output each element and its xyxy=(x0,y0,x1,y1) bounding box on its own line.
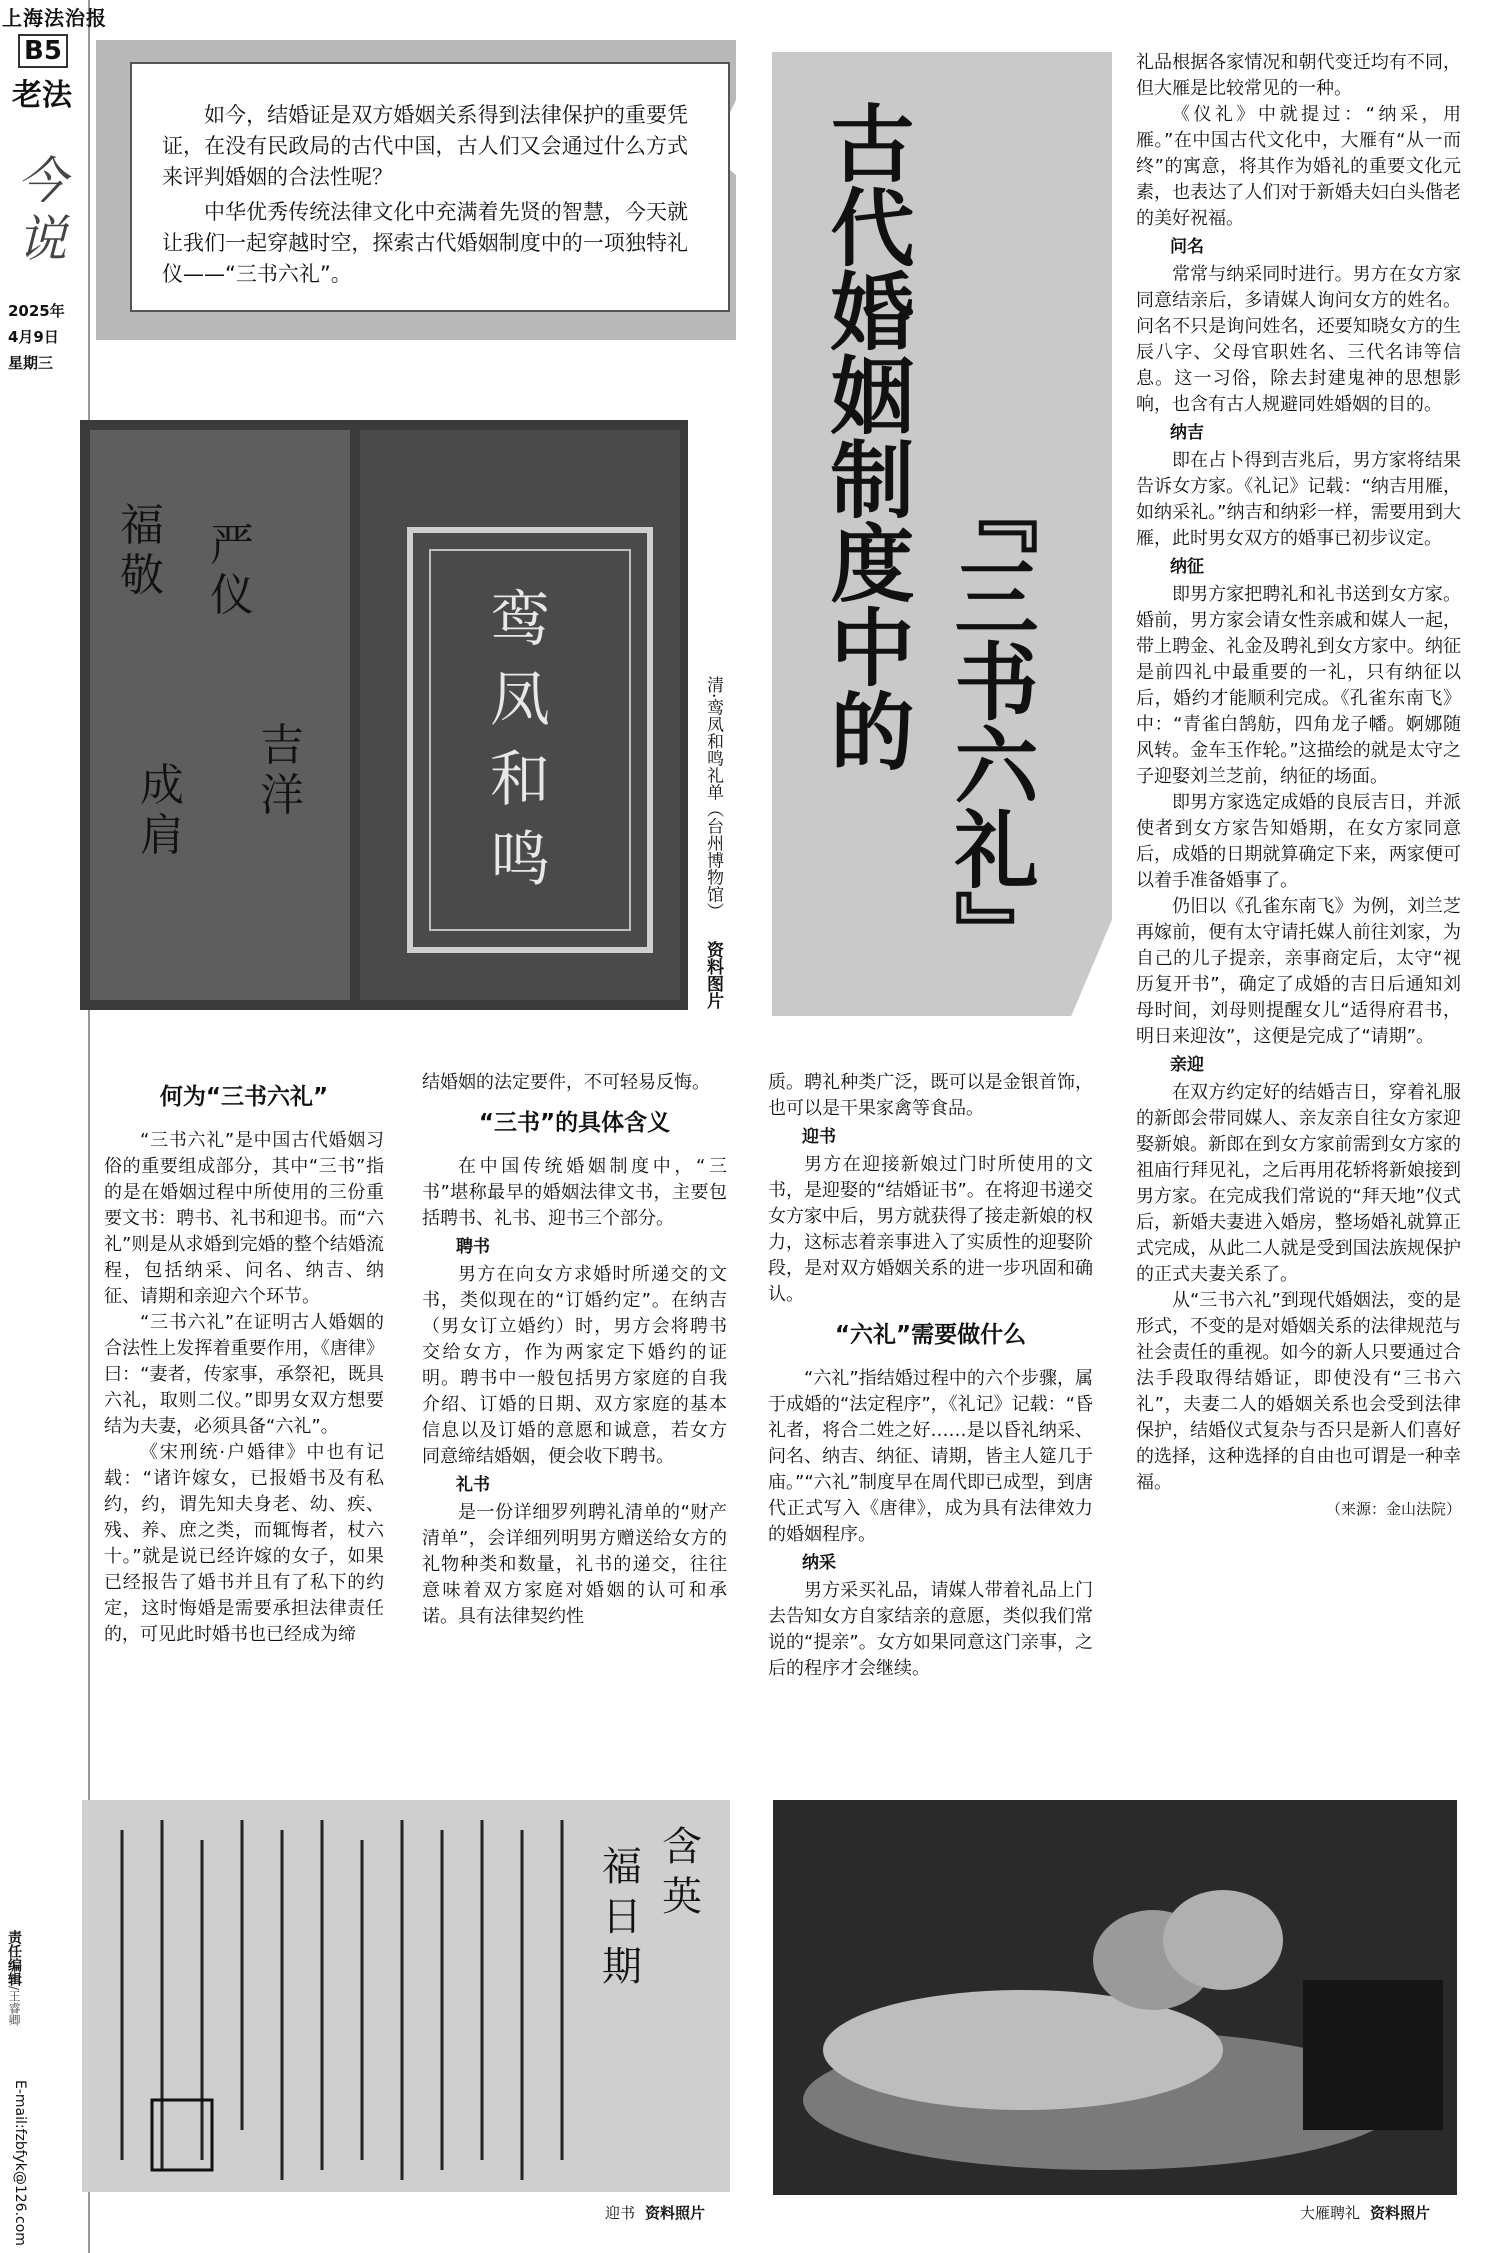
svg-text:日: 日 xyxy=(602,1894,642,1940)
paragraph: 男方采买礼品，请媒人带着礼品上门去告知女方自家结亲的意愿，类似我们常说的“提亲”。女方如果同意这门亲事，之后的程序才会继续。 xyxy=(768,1580,1093,1679)
article-column-4 xyxy=(1136,50,1461,1522)
svg-text:吉: 吉 xyxy=(260,720,304,771)
headline-sub: 『三书六礼』 xyxy=(941,470,1040,974)
paragraph: 即在占卜得到吉兆后，男方家将结果告诉女方家。《礼记》记载：“纳吉用雁，如纳采礼。”纳吉和纳彩一样，需要用到大雁，此时男女双方的婚事已初步议定。 xyxy=(1136,450,1461,549)
paragraph: 男方在向女方求婚时所递交的文书，类似现在的“订婚约定”。在纳吉（男女订立婚约）时，男方会将聘书交给女方，作为两家定下婚约的证明。聘书中一般包括男方家庭的自我介绍、订婚的日期、双方家庭的基本信息以及订婚的意愿和诚意，若女方同意缔结婚姻，便会收下聘书。 xyxy=(422,1264,727,1467)
svg-text:肩: 肩 xyxy=(140,810,184,861)
svg-text:含: 含 xyxy=(662,1824,702,1870)
section-heading-what-is: 何为“三书六礼” xyxy=(159,1084,329,1110)
article-column-2 xyxy=(422,1070,727,1630)
svg-text:凤: 凤 xyxy=(490,665,550,735)
svg-text:成: 成 xyxy=(140,760,184,811)
subheading-qinying: 亲迎 xyxy=(1170,1055,1204,1075)
svg-text:敬: 敬 xyxy=(120,550,164,601)
headline-main: 古代婚姻制度中的 xyxy=(817,100,916,772)
subheading-lishu: 礼书 xyxy=(456,1475,490,1495)
intro-paragraph-2: 中华优秀传统法律文化中充满着先贤的智慧，今天就让我们一起穿越时空，探索古代婚姻制度中的一项独特礼仪——“三书六礼”。 xyxy=(162,200,688,286)
editor-email: E-mail:fzbfyk@126.com xyxy=(12,2080,28,2246)
photo3-caption-text: 大雁聘礼 xyxy=(1300,2204,1361,2222)
subheading-naji: 纳吉 xyxy=(1170,423,1204,443)
svg-text:期: 期 xyxy=(602,1944,642,1990)
paragraph: 质。聘礼种类广泛，既可以是金银首饰，也可以是干果家禽等食品。 xyxy=(768,1072,1093,1119)
paragraph: 从“三书六礼”到现代婚姻法，变的是形式，不变的是对婚姻关系的法律规范与社会责任的重视。如今的新人只要通过合法手段取得结婚证，即使没有“三书六礼”，夫妻二人的婚姻关系也会受到法律保护，结婚仪式复杂与否只是新人们喜好的选择，这种选择的自由也可谓是一种幸福。 xyxy=(1136,1290,1461,1493)
paragraph: 是一份详细罗列聘礼清单的“财产清单”，会详细列明男方赠送给女方的礼物种类和数量，礼书的递交，往往意味着双方家庭对婚姻的认可和承诺。具有法律契约性 xyxy=(422,1502,727,1627)
svg-text:英: 英 xyxy=(662,1874,702,1920)
paragraph: “三书六礼”是中国古代婚姻习俗的重要组成部分，其中“三书”指的是在婚姻过程中所使用的三份重要文书：聘书、礼书和迎书。而“六礼”则是从求婚到完婚的整个结婚流程，包括纳采、问名、纳吉、纳征、请期和亲迎六个环节。 xyxy=(104,1130,384,1307)
photo1-caption-text: 清·鸾凤和鸣礼单（台州博物馆） xyxy=(703,676,723,920)
paragraph: 在中国传统婚姻制度中，“三书”堪称最早的婚姻法律文书，主要包括聘书、礼书、迎书三个部分。 xyxy=(422,1156,727,1229)
svg-text:福: 福 xyxy=(120,500,164,551)
article-column-3 xyxy=(768,1070,1093,1682)
article-source: （来源：金山法院） xyxy=(1325,1500,1461,1518)
svg-text:严: 严 xyxy=(210,520,254,571)
paragraph: 礼品根据各家情况和朝代变迁均有不同，但大雁是比较常见的一种。 xyxy=(1136,52,1461,99)
paragraph: 结婚姻的法定要件，不可轻易反悔。 xyxy=(422,1072,710,1093)
subheading-nazheng: 纳征 xyxy=(1170,557,1204,577)
page-number: B5 xyxy=(18,34,68,68)
article-column-1 xyxy=(104,1070,384,1648)
photo1-source: 资料图片 xyxy=(703,940,723,1009)
editor-name: /王睿卿 xyxy=(7,1986,21,2027)
photo1-caption xyxy=(700,676,722,1009)
photo-welcome-letter xyxy=(82,1800,730,2192)
subheading-nacai: 纳采 xyxy=(802,1553,836,1573)
paragraph: 仍旧以《孔雀东南飞》为例，刘兰芝再嫁前，便有太守请托媒人前往刘家，为自己的儿子提亲，亲事商定后，太守“视历复开书”，确定了成婚的吉日后通知刘母时间，刘母则提醒女儿“适得府君书，明日来迎汝”，这便是完成了“请期”。 xyxy=(1136,896,1461,1047)
date-day: 4月9日 xyxy=(8,328,59,346)
paragraph: 在双方约定好的结婚吉日，穿着礼服的新郎会带同媒人、亲友亲自往女方家迎娶新娘。新郎在到女方家前需到女方家的祖庙行拜见礼，之后再用花轿将新娘接到男方家。在完成我们常说的“拜天地”仪式后，新婚夫妻进入婚房，整场婚礼就算正式完成，从此二人就是受到国法族规保护的正式夫妻关系了。 xyxy=(1136,1082,1461,1285)
subheading-wenming: 问名 xyxy=(1170,237,1204,257)
subheading-pinshu: 聘书 xyxy=(456,1237,490,1257)
editor-credit xyxy=(4,1930,24,2026)
newspaper-masthead: 上海法治报 xyxy=(2,6,107,30)
svg-text:福: 福 xyxy=(602,1844,642,1890)
paragraph: 常常与纳采同时进行。男方在女方家同意结亲后，多请媒人询问女方的姓名。问名不只是询问姓名，还要知晓女方的生辰八字、父母官职姓名、三代名讳等信息。这一习俗，除去封建鬼神的思想影响，也含有古人规避同姓婚姻的目的。 xyxy=(1136,264,1461,415)
photo-marriage-gift-list xyxy=(80,420,688,1010)
photo2-caption-text: 迎书 xyxy=(605,2204,636,2222)
column-name-top: 老法 xyxy=(12,78,72,113)
intro-box xyxy=(130,62,730,312)
svg-text:鸾: 鸾 xyxy=(490,585,550,655)
photo2-caption xyxy=(605,2202,705,2223)
section-heading-six-rites: “六礼”需要做什么 xyxy=(834,1322,1027,1348)
paragraph: “三书六礼”在证明古人婚姻的合法性上发挥着重要作用，《唐律》曰：“妻者，传家事，承祭祀，既具六礼，取则二仪。”即男女双方想要结为夫妻，必须具备“六礼”。 xyxy=(104,1312,384,1437)
photo2-source: 资料照片 xyxy=(645,2204,706,2222)
paragraph: 即男方家选定成婚的良辰吉日，并派使者到女方家告知婚期，在女方家同意后，成婚的日期就算确定下来，两家便可以着手准备婚事了。 xyxy=(1136,792,1461,891)
paragraph: 《仪礼》中就提过：“纳采，用雁。”在中国古代文化中，大雁有“从一而终”的寓意，将其作为婚礼的重要文化元素，也表达了人们对于新婚夫妇白头偕老的美好祝福。 xyxy=(1136,104,1461,229)
date-weekday: 星期三 xyxy=(8,354,54,372)
svg-text:仪: 仪 xyxy=(210,570,254,621)
svg-text:洋: 洋 xyxy=(260,770,304,821)
paragraph: 《宋刑统·户婚律》中也有记载：“诸许嫁女，已报婚书及有私约，约，谓先知夫身老、幼、疾、残、养、庶之类，而辄悔者，杖六十。”就是说已经许嫁的女子，如果已经报告了婚书并且有了私下的约定，这时悔婚是需要承担法律责任的，可见此时婚书也已经成为缔 xyxy=(104,1442,384,1645)
section-heading-three-documents: “三书”的具体含义 xyxy=(478,1110,671,1136)
paragraph: “六礼”指结婚过程中的六个步骤，属于成婚的“法定程序”，《礼记》记载：“昏礼者，将合二姓之好……是以昏礼纳采、问名、纳吉、纳征、请期，皆主人筵几于庙。”“六礼”制度早在周代即已成型，到唐代正式写入《唐律》，成为具有法律效力的婚姻程序。 xyxy=(768,1368,1093,1545)
photo3-source: 资料照片 xyxy=(1370,2204,1431,2222)
column-name-bottom: 今说 xyxy=(17,152,67,268)
paragraph: 即男方家把聘礼和礼书送到女方家。婚前，男方家会请女性亲戚和媒人一起，带上聘金、礼金及聘礼到女方家中。纳征是前四礼中最重要的一礼，只有纳征以后，婚约才能顺利完成。《孔雀东南飞》中：“青雀白鹄舫，四角龙子幡。婀娜随风转。金车玉作轮。”这描绘的就是太守之子迎娶刘兰芝前，纳征的场面。 xyxy=(1136,584,1461,787)
svg-text:和: 和 xyxy=(490,745,550,815)
intro-paragraph-1: 如今，结婚证是双方婚姻关系得到法律保护的重要凭证，在没有民政局的古代中国，古人们又会通过什么方式来评判婚姻的合法性呢？ xyxy=(162,103,688,189)
photo3-caption xyxy=(1300,2202,1430,2223)
paragraph: 男方在迎接新娘过门时所使用的文书，是迎娶的“结婚证书”。在将迎书递交女方家中后，男方就获得了接走新娘的权力，这标志着亲事进入了实质性的迎娶阶段，是对双方婚姻关系的进一步巩固和确认。 xyxy=(768,1154,1093,1305)
photo-wild-goose-gift xyxy=(773,1800,1457,2195)
subheading-yingshu: 迎书 xyxy=(802,1127,836,1147)
editor-label: 责任编辑 xyxy=(6,1930,22,1986)
date-year: 2025年 xyxy=(8,302,65,320)
svg-text:鸣: 鸣 xyxy=(490,825,550,895)
